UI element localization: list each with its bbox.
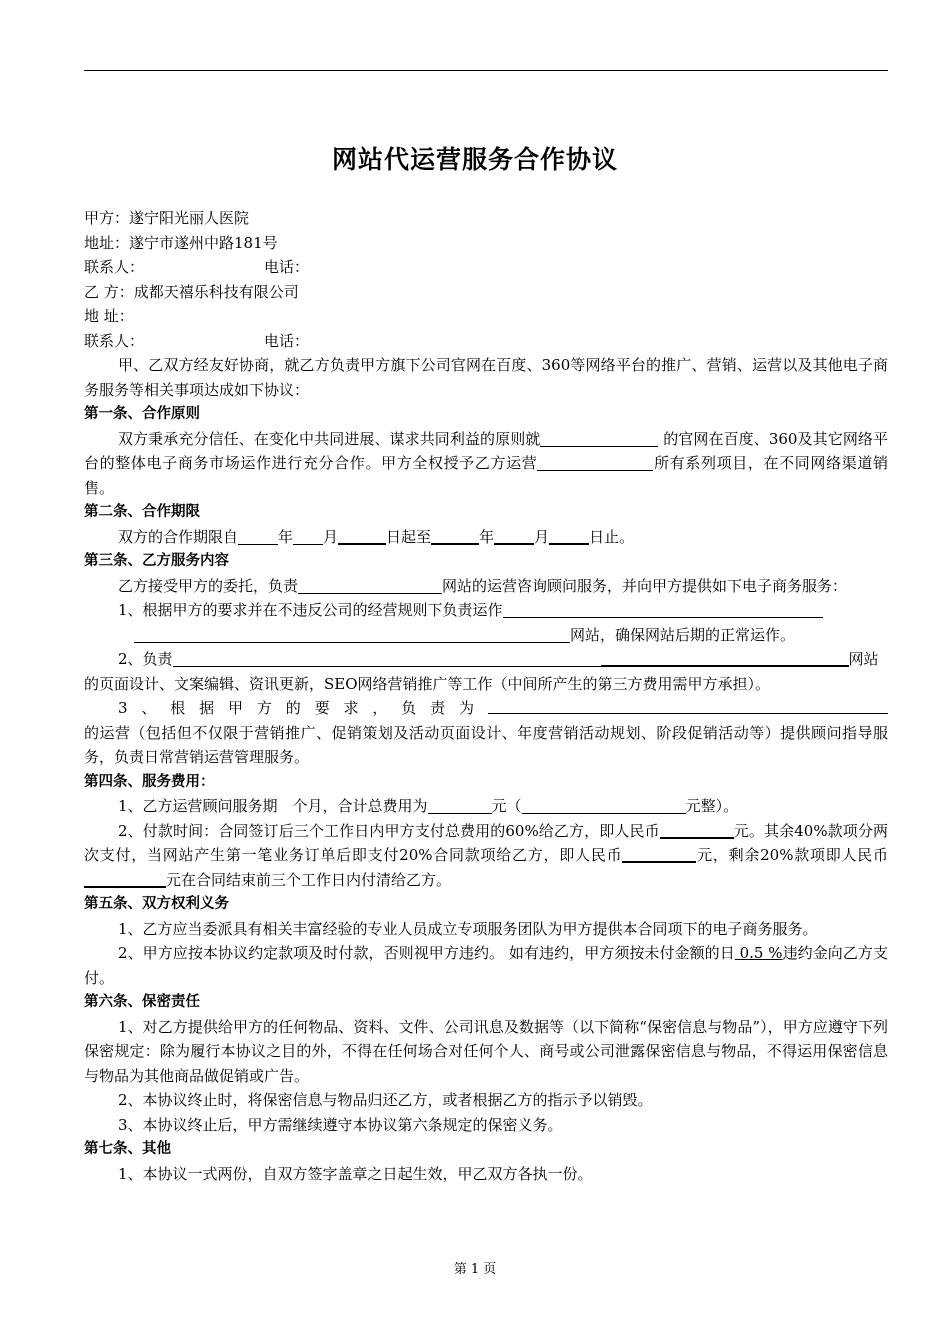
section-1-text-b: 的官网在百度、360及其它网络平台的整体电子商务市场运作进行充分合作。甲方全权授予乙方运营 [84,429,888,472]
section-3-item-3 [84,696,888,721]
section-6-item-1: 1、对乙方提供给甲方的任何物品、资料、文件、公司讯息及数据等（以下简称“保密信息与物品”），甲方应遵守下列保密规定：除为履行本协议之目的外，不得在任何场合对任何个人、商号或公司泄露保密信息与物品，不得运用保密信息与物品为其他商品做促销或广告。 [84,1017,888,1085]
item-3-char: 求 [343,699,359,717]
penalty-rate: 0.5 % [734,944,783,962]
phone-label: 电话： [264,258,310,276]
section-6-item-3: 3、本协议终止后，甲方需继续遵守本协议第六条规定的保密义务。 [118,1115,563,1134]
section-4-item-1 [84,794,888,819]
party-a-contact-line [84,255,888,280]
fee-unit-b: 元整）。 [685,797,739,815]
item-2-text-b: 网站 [848,650,879,668]
breach-text: 2、甲方应按本协议约定款项及时付款，否则视甲方违约。 如有违约，甲方须按未付金额的日 [118,944,735,962]
section-3-text-b: 网站的运营咨询顾问服务，并向甲方提供如下电子商务服务： [442,576,848,595]
party-b-address: 地 址： [84,307,134,325]
blank-field [338,526,386,545]
blank-field [428,796,492,814]
month-label: 月 [534,527,550,546]
section-5-item-2 [84,941,888,990]
blank-field [494,526,534,545]
item-1-text-b: 网站，确保网站后期的正常运作。 [570,625,796,644]
section-1-paragraph [84,427,888,501]
blank-field [238,527,278,545]
blank-field [298,576,442,594]
item-3-char: 3 [118,699,128,717]
blank-field [540,429,658,447]
document-body [84,206,888,1186]
section-7-item-1: 1、本协议一式两份，自双方签字盖章之日起生效，甲乙双方各执一份。 [118,1164,593,1183]
blank-field [84,869,166,888]
section-5-heading: 第五条、双方权利义务 [84,896,229,912]
blank-field [488,696,888,714]
blank-field [522,796,686,814]
section-3-heading: 第三条、乙方服务内容 [84,553,229,569]
phone-label: 电话： [264,331,310,350]
section-1-text-c: 所有系列项目，在不同网络渠道销售。 [84,454,888,497]
section-6-heading: 第六条、保密责任 [84,994,200,1010]
section-3-paragraph [84,574,888,599]
contact-label: 联系人： [84,331,145,350]
section-6-item-2: 2、本协议终止时，将保密信息与物品归还乙方，或者根据乙方的指示予以销毁。 [118,1091,653,1109]
blank-field [660,820,734,839]
year-label: 年 [479,527,495,546]
blank-field [537,453,653,471]
item-3-char: 负 [401,699,417,717]
section-5-item-1: 1、乙方应当委派具有相关丰富经验的专业人员成立专项服务团队为甲方提供本合同项下的电子商务服务。 [118,919,818,938]
year-label: 年 [278,527,294,546]
blank-field [134,625,570,643]
section-3-item-2-cont: 的页面设计、文案编辑、资讯更新，SEO网络营销推广等工作（中间所产生的第三方费用需甲方承担）。 [84,674,771,693]
item-3-char: 甲 [228,699,244,717]
item-3-char: ， [372,699,388,717]
fee-text: 1、乙方运营顾问服务期 个月，合计总费用为 [118,797,428,815]
section-7-heading: 第七条、其他 [84,1141,171,1157]
item-1-text: 1、根据甲方的要求并在不违反公司的经营规则下负责运作 [118,601,503,619]
item-3-char: 方 [256,699,272,717]
blank-field [503,600,823,618]
section-1-text-a: 双方秉承充分信任、在变化中共同进展、谋求共同利益的原则就 [118,429,541,448]
document-title: 网站代运营服务合作协议 [331,145,618,174]
section-2-heading: 第二条、合作期限 [84,504,200,520]
blank-field [549,526,589,545]
blank-field [293,527,323,545]
payment-text-b: 元。其余40%款项分两次支付，当网站产生第一笔业务订单后即支付20%合同款项给乙方，即人民币 [84,821,889,864]
from-label: 日起至 [386,527,432,546]
breach-text-b: 违约金向乙方支付。 [84,944,888,987]
party-a-line: 甲方：遂宁阳光丽人医院 [84,209,250,227]
item-3-char: 责 [430,699,446,717]
payment-text-c: 元，剩余20%款项即人民币 [696,846,888,864]
party-b-contact-line [84,329,888,354]
term-text: 双方的合作期限自 [118,527,239,546]
section-3-text-a: 乙方接受甲方的委托，负责 [118,576,299,595]
payment-text-d: 元在合同结束前三个工作日内付清给乙方。 [166,870,452,889]
section-4-item-2 [84,819,888,893]
item-3-char: 、 [141,699,157,717]
section-2-line [84,525,888,550]
section-3-item-2 [84,647,888,672]
payment-text-a: 2、付款时间：合同签订后三个工作日内甲方支付总费用的60%给乙方，即人民币 [118,821,660,840]
blank-field [601,648,849,667]
item-2-text: 2、负责 [118,650,173,668]
item-3-char: 为 [459,699,475,717]
item-3-char: 根 [170,699,186,717]
fee-unit: 元（ [491,797,522,815]
item-3-char: 要 [314,699,330,717]
section-1-heading: 第一条、合作原则 [84,406,200,422]
contact-label: 联系人： [84,258,145,276]
end-label: 日止。 [589,527,635,546]
party-a-address: 地址：遂宁市遂州中路181号 [84,233,278,252]
party-b-line: 乙 方：成都天禧乐科技有限公司 [84,282,299,301]
header-rule [84,70,888,71]
item-3-char: 据 [199,699,215,717]
intro-paragraph: 甲、乙双方经友好协商，就乙方负责甲方旗下公司官网在百度、360等网络平台的推广、营销、运营以及其他电子商务服务等相关事项达成如下协议： [84,356,888,399]
section-3-item-3-cont: 的运营（包括但不仅限于营销推广、促销策划及活动页面设计、年度营销活动规划、阶段促销活动等）提供顾问指导服务，负责日常营销运营管理服务。 [84,723,888,766]
blank-field [173,649,601,667]
blank-field [622,844,696,863]
item-3-char: 的 [285,699,301,717]
section-4-heading: 第四条、服务费用： [84,773,215,790]
page-number: 第 1 页 [453,1262,497,1277]
section-3-item-1 [84,598,888,623]
section-3-item-1-cont [84,623,888,648]
month-label: 月 [323,527,339,546]
blank-field [431,526,479,545]
